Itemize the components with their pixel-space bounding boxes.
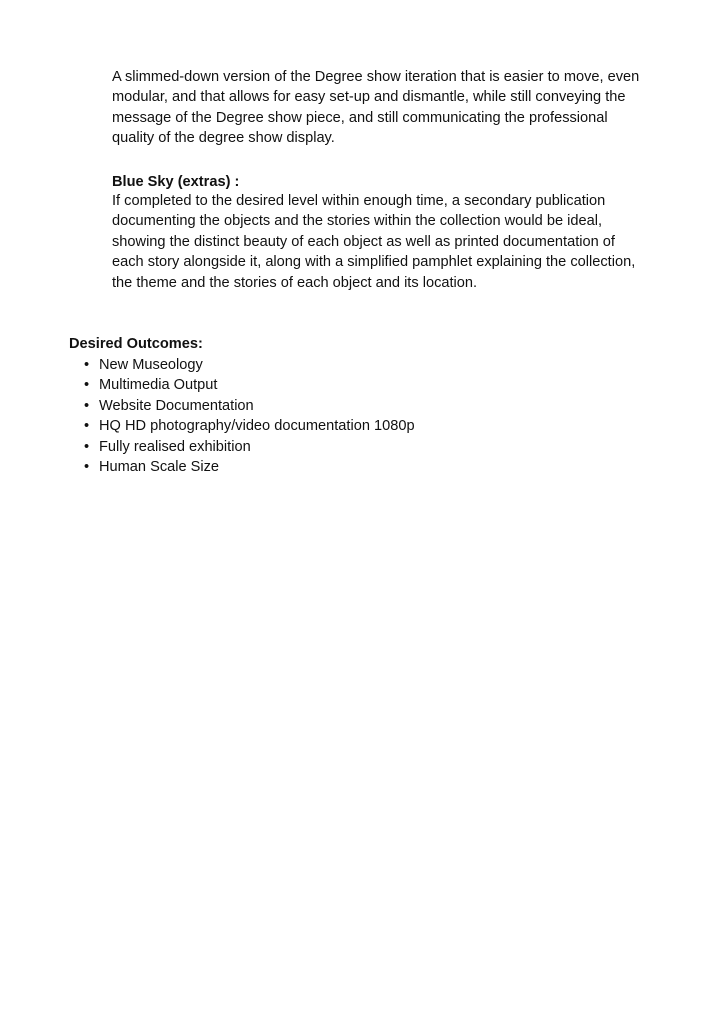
- list-item-text: Human Scale Size: [99, 459, 220, 476]
- blue-sky-paragraph: [112, 191, 672, 293]
- blue-sky-line: If completed to the desired level within enough time, a secondary publication: [112, 193, 606, 209]
- bullet-icon: •: [84, 377, 90, 394]
- desired-outcomes-list: [69, 355, 415, 477]
- list-item-text: Multimedia Output: [99, 377, 218, 394]
- list-item-text: Fully realised exhibition: [99, 438, 251, 455]
- intro-line: A slimmed-down version of the Degree show iteration that is easier to move, even: [112, 69, 640, 85]
- list-item: [69, 355, 415, 375]
- intro-line: quality of the degree show display.: [112, 130, 335, 147]
- list-item: [69, 437, 415, 457]
- list-item-text: HQ HD photography/video documentation 1080p: [99, 418, 415, 435]
- intro-paragraph: [112, 67, 672, 149]
- bullet-icon: •: [84, 418, 90, 435]
- intro-line: modular, and that allows for easy set-up and dismantle, while still conveying the: [112, 89, 626, 106]
- bullet-icon: •: [84, 357, 90, 373]
- blue-sky-line: showing the distinct beauty of each object as well as printed documentation of: [112, 233, 615, 250]
- intro-line: message of the Degree show piece, and still communicating the professional: [112, 109, 608, 126]
- list-item: [69, 396, 415, 416]
- list-item-text: Website Documentation: [99, 397, 254, 414]
- blue-sky-line: the theme and the stories of each object and its location.: [112, 274, 478, 291]
- desired-outcomes-heading: Desired Outcomes:: [69, 336, 203, 352]
- list-item-text: New Museology: [99, 357, 203, 373]
- blue-sky-line: documenting the objects and the stories within the collection would be ideal,: [112, 213, 603, 230]
- list-item: [69, 457, 415, 477]
- list-item: [69, 375, 415, 395]
- list-item: [69, 416, 415, 436]
- bullet-icon: •: [84, 459, 90, 476]
- bullet-icon: •: [84, 438, 90, 455]
- bullet-icon: •: [84, 397, 90, 414]
- blue-sky-heading: Blue Sky (extras) :: [112, 174, 240, 190]
- blue-sky-line: each story alongside it, along with a simplified pamphlet explaining the collection,: [112, 254, 636, 271]
